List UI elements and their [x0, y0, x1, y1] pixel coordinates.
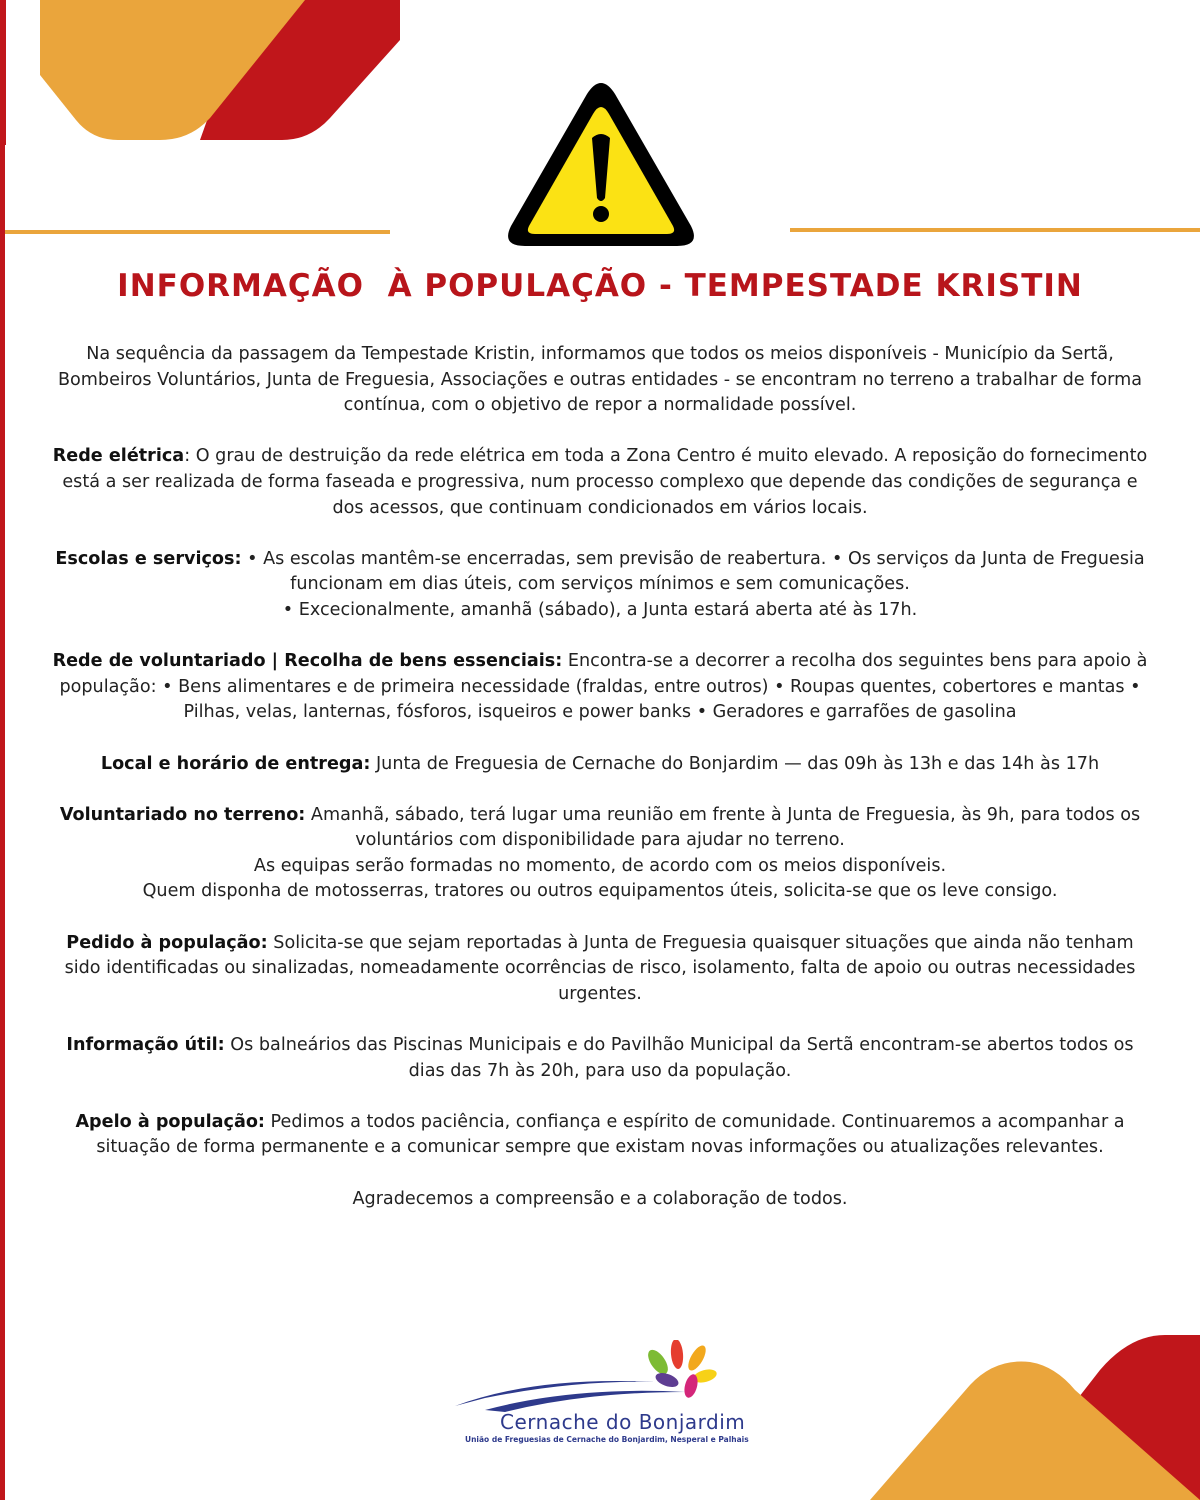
section-label: Informação útil: [66, 1035, 225, 1056]
section-terreno [50, 803, 1150, 905]
logo [455, 1340, 749, 1450]
section-escolas [50, 547, 1150, 624]
closing-line: Agradecemos a compreensão e a colaboração de todos. [352, 1188, 848, 1209]
section-text: Amanhã, sábado, terá lugar uma reunião em frente à Junta de Freguesia, às 9h, para todos os voluntários com disponibilidade para ajudar no terreno. [305, 804, 1141, 851]
page-title: INFORMAÇÃO À POPULAÇÃO - TEMPESTADE KRISTIN [117, 268, 1083, 304]
divider-left [5, 230, 390, 234]
corner-decoration-top [0, 0, 400, 145]
section-text: Quem disponha de motosserras, tratores ou outros equipamentos úteis, solicita-se que os leve consigo. [142, 881, 1058, 902]
intro-paragraph: Na sequência da passagem da Tempestade Kristin, informamos que todos os meios disponíveis - Município da Sertã, Bombeiros Voluntários, Junta de Freguesia, Associações e outras entidades - se encontram no terreno a trabalhar de forma contínua, com o objetivo de repor a normalidade possível. [57, 344, 1143, 416]
section-text: Junta de Freguesia de Cernache do Bonjardim — das 09h às 13h e das 14h às 17h [370, 753, 1100, 774]
section-text: : O grau de destruição da rede elétrica em toda a Zona Centro é muito elevado. A reposição do fornecimento está a ser realizada de forma faseada e progressiva, num processo complexo que depende das condições de segurança e dos acessos, que continuam condicionados em vários locais. [62, 446, 1148, 518]
section-label: Pedido à população: [66, 932, 268, 953]
flower-icon [455, 1340, 740, 1415]
section-text: Pedimos a todos paciência, confiança e espírito de comunidade. Continuaremos a acompanhar a situação de forma permanente e a comunicar sempre que existam novas informações ou atualizações relevantes. [96, 1111, 1125, 1158]
section-label: Escolas e serviços: [55, 548, 242, 569]
section-text: As equipas serão formadas no momento, de acordo com os meios disponíveis. [253, 855, 947, 876]
section-rede-eletrica [50, 444, 1150, 521]
divider-right [790, 228, 1200, 232]
section-label: Voluntariado no terreno: [59, 804, 306, 825]
section-info-util [50, 1033, 1150, 1084]
section-label: Rede de voluntariado | Recolha de bens essenciais: [52, 651, 563, 672]
corner-decoration-bottom [870, 1330, 1200, 1500]
section-label: Rede elétrica [52, 446, 185, 467]
section-text: Encontra-se a decorrer a recolha dos seguintes bens para apoio à população: • Bens alimentares e de primeira necessidade (fraldas, entre outros) • Roupas quentes, cobertores e mantas • Pilhas, velas, lanternas, fósforos, isqueiros e power banks • Geradores e garrafões de gasolina [59, 651, 1148, 723]
section-pedido [50, 931, 1150, 1008]
left-border-line [0, 145, 5, 1500]
logo-subtitle: União de Freguesias de Cernache do Bonjardim, Nesperal e Palhais [465, 1435, 749, 1444]
section-apelo [50, 1110, 1150, 1161]
warning-triangle-icon [505, 80, 697, 250]
notice-body [50, 342, 1150, 1238]
logo-name: Cernache do Bonjardim [500, 1410, 746, 1434]
section-text: • As escolas mantêm-se encerradas, sem previsão de reabertura. • Os serviços da Junta de Freguesia funcionam em dias úteis, com serviços mínimos e sem comunicações. [241, 548, 1145, 595]
section-text: Os balneários das Piscinas Municipais e do Pavilhão Municipal da Sertã encontram-se abertos todos os dias das 7h às 20h, para uso da população. [224, 1035, 1134, 1081]
section-label: Local e horário de entrega: [100, 753, 371, 774]
section-text: • Excecionalmente, amanhã (sábado), a Junta estará aberta até às 17h. [282, 599, 918, 620]
section-local [50, 752, 1150, 778]
section-voluntariado [50, 649, 1150, 726]
section-label: Apelo à população: [75, 1111, 265, 1132]
section-text: Solicita-se que sejam reportadas à Junta de Freguesia quaisquer situações que ainda não tenham sido identificadas ou sinalizadas, nomeadamente ocorrências de risco, isolamento, falta de apoio ou outras necessidades urgentes. [64, 932, 1136, 1004]
